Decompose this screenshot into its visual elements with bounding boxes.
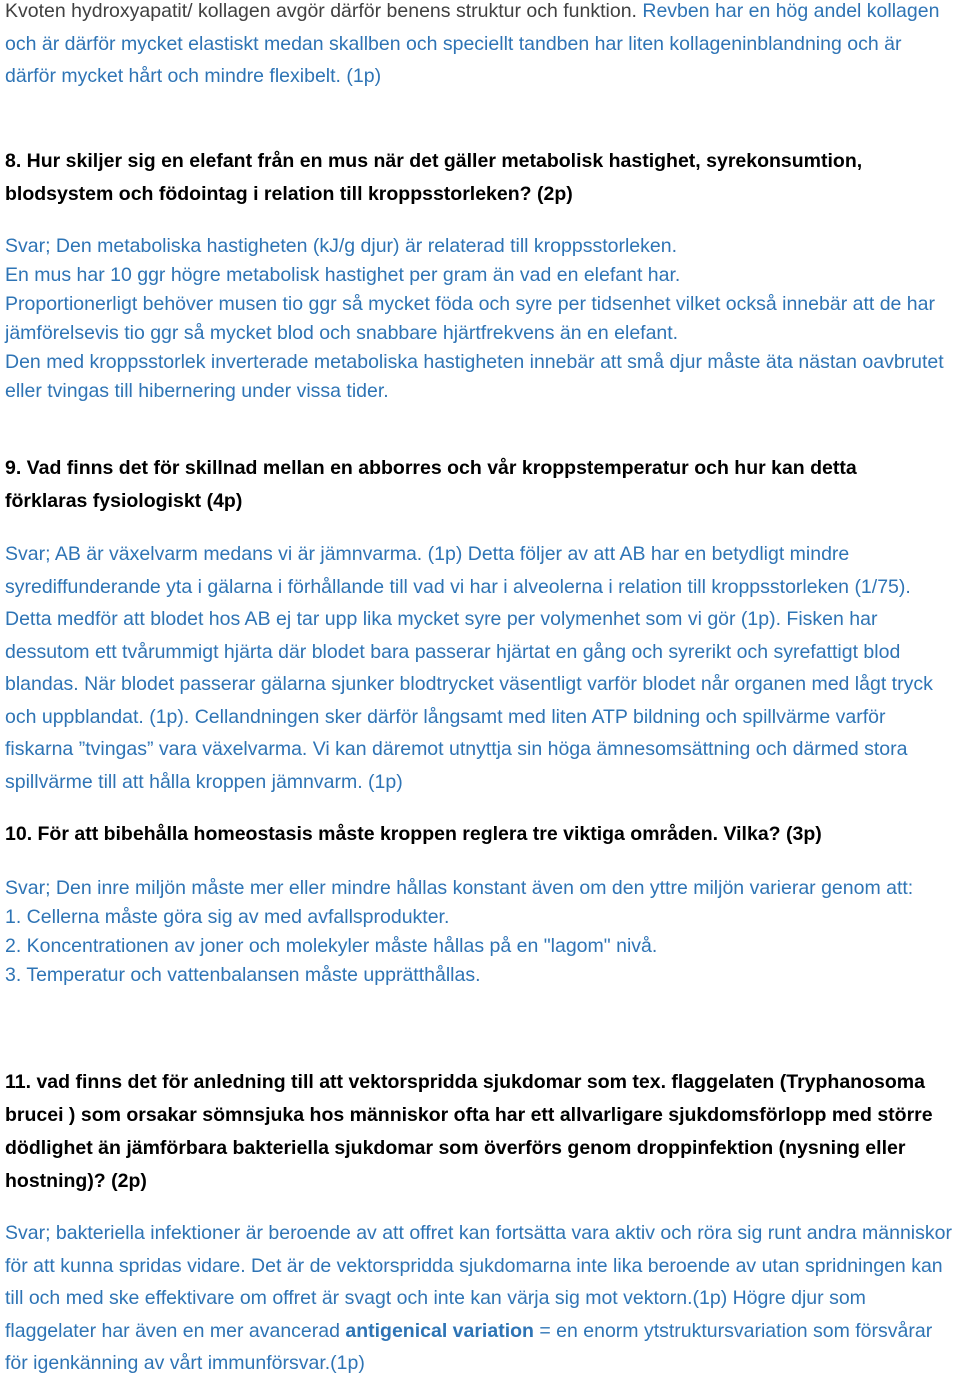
question-9	[5, 452, 905, 518]
answer-9	[5, 538, 955, 798]
answer-10	[5, 874, 925, 990]
question-8-points: (2p)	[531, 183, 573, 205]
intro-paragraph	[5, 0, 955, 93]
answer-11	[5, 1217, 955, 1380]
answer-8	[5, 232, 955, 406]
answer-8-line-1: Svar; Den metaboliska hastigheten (kJ/g djur) är relaterad till kroppsstorleken.	[5, 235, 677, 257]
question-11-text: 11. vad finns det för anledning till att vektorspridda sjukdomar som tex. flaggelaten (Tryphanosoma brucei ) som orsakar sömnsjuka hos människor ofta har ett allvarligare sjukdomsförlopp med större dödlighet än jämförbara bakteriella sjukdomar som överförs genom droppinfektion (nysning eller hostning)? (2p)	[5, 1071, 933, 1192]
answer-10-item-2: 2. Koncentrationen av joner och molekyler måste hållas på en "lagom" nivå.	[5, 935, 658, 957]
question-9-text: 9. Vad finns det för skillnad mellan en abborres och vår kroppstemperatur och hur kan detta förklaras fysiologiskt (4p)	[5, 457, 857, 512]
answer-8-label: Svar;	[5, 235, 51, 257]
answer-11-text-2: = en enorm ytstruktursvariation som försvårar för igenkänning av vårt immunförsvar.(1p)	[5, 1319, 933, 1374]
answer-10-item-3: 3. Temperatur och vattenbalansen måste upprätthållas.	[5, 964, 481, 986]
answer-10-item-1: 1. Cellerna måste göra sig av med avfallsprodukter.	[5, 906, 450, 928]
question-8	[5, 145, 955, 211]
answer-10-label: Svar;	[5, 877, 51, 899]
intro-text-blue: Revben har en hög andel kollagen och är därför mycket elastiskt medan skallben och speciellt tandben har liten kollageninblandning och är därför mycket hårt och mindre flexibelt. (1p)	[5, 0, 940, 87]
answer-8-line-3: Proportionerligt behöver musen tio ggr så mycket föda och syre per tidsenhet vilket också innebär att de har jämförelsevis tio ggr så mycket blod och snabbare hjärtfrekvens än en elefant.	[5, 293, 935, 344]
answer-10-intro: Svar; Den inre miljön måste mer eller mindre hållas konstant även om den yttre miljön varierar genom att:	[5, 877, 914, 899]
question-10	[5, 818, 955, 851]
answer-8-line-2: En mus har 10 ggr högre metabolisk hastighet per gram än vad en elefant har.	[5, 264, 681, 286]
answer-8-line-4: Den med kroppsstorlek inverterade metaboliska hastigheten innebär att små djur måste äta nästan oavbrutet eller tvingas till hibernering under vissa tider.	[5, 351, 944, 402]
answer-11-bold-term: antigenical variation	[345, 1319, 534, 1342]
question-11	[5, 1066, 950, 1198]
question-8-text: 8. Hur skiljer sig en elefant från en mus när det gäller metabolisk hastighet, syrekonsumtion, blodsystem och födointag i relation till kroppsstorleken?	[5, 150, 863, 205]
intro-text-black: Kvoten hydroxyapatit/ kollagen avgör därför benens struktur och funktion.	[5, 0, 637, 22]
answer-9-label: Svar;	[5, 543, 51, 565]
answer-9-text: AB är växelvarm medans vi är jämnvarma. (1p) Detta följer av att AB har en betydligt mindre syrediffunderande yta i gälarna i förhållande till vad vi har i alveolerna i relation till kroppsstorleken (1/75). Detta medför att blodet hos AB ej tar upp lika mycket syre per volymenhet som vi gör (1p). Fisken har dessutom ett tvårummigt hjärta där blodet bara passerar hjärtat en gång och syrerikt och syrefattigt blod blandas. När blodet passerar gälarna sjunker blodtrycket väsentligt varför blodet når organen med lågt tryck och uppblandat. (1p). Cellandningen sker därför långsamt med liten ATP bildning och spillvärme varför fiskarna ”tvingas” vara växelvarma. Vi kan däremot utnyttja sin höga ämnesomsättning och därmed stora spillvärme till att hålla kroppen jämnvarm. (1p)	[5, 543, 933, 793]
question-10-text: 10. För att bibehålla homeostasis måste kroppen reglera tre viktiga områden. Vilka? (3p)	[5, 823, 822, 845]
answer-11-text-1: bakteriella infektioner är beroende av att offret kan fortsätta vara aktiv och röra sig runt andra människor för att kunna spridas vidare. Det är de vektorspridda sjukdomarna inte lika beroende av utan spridningen kan till och med ske effektivare om offret är svagt och inte kan värja sig mot vektorn.(1p) Högre djur som flaggelater har även en mer avancerad	[5, 1222, 952, 1342]
answer-11-label: Svar;	[5, 1222, 51, 1244]
